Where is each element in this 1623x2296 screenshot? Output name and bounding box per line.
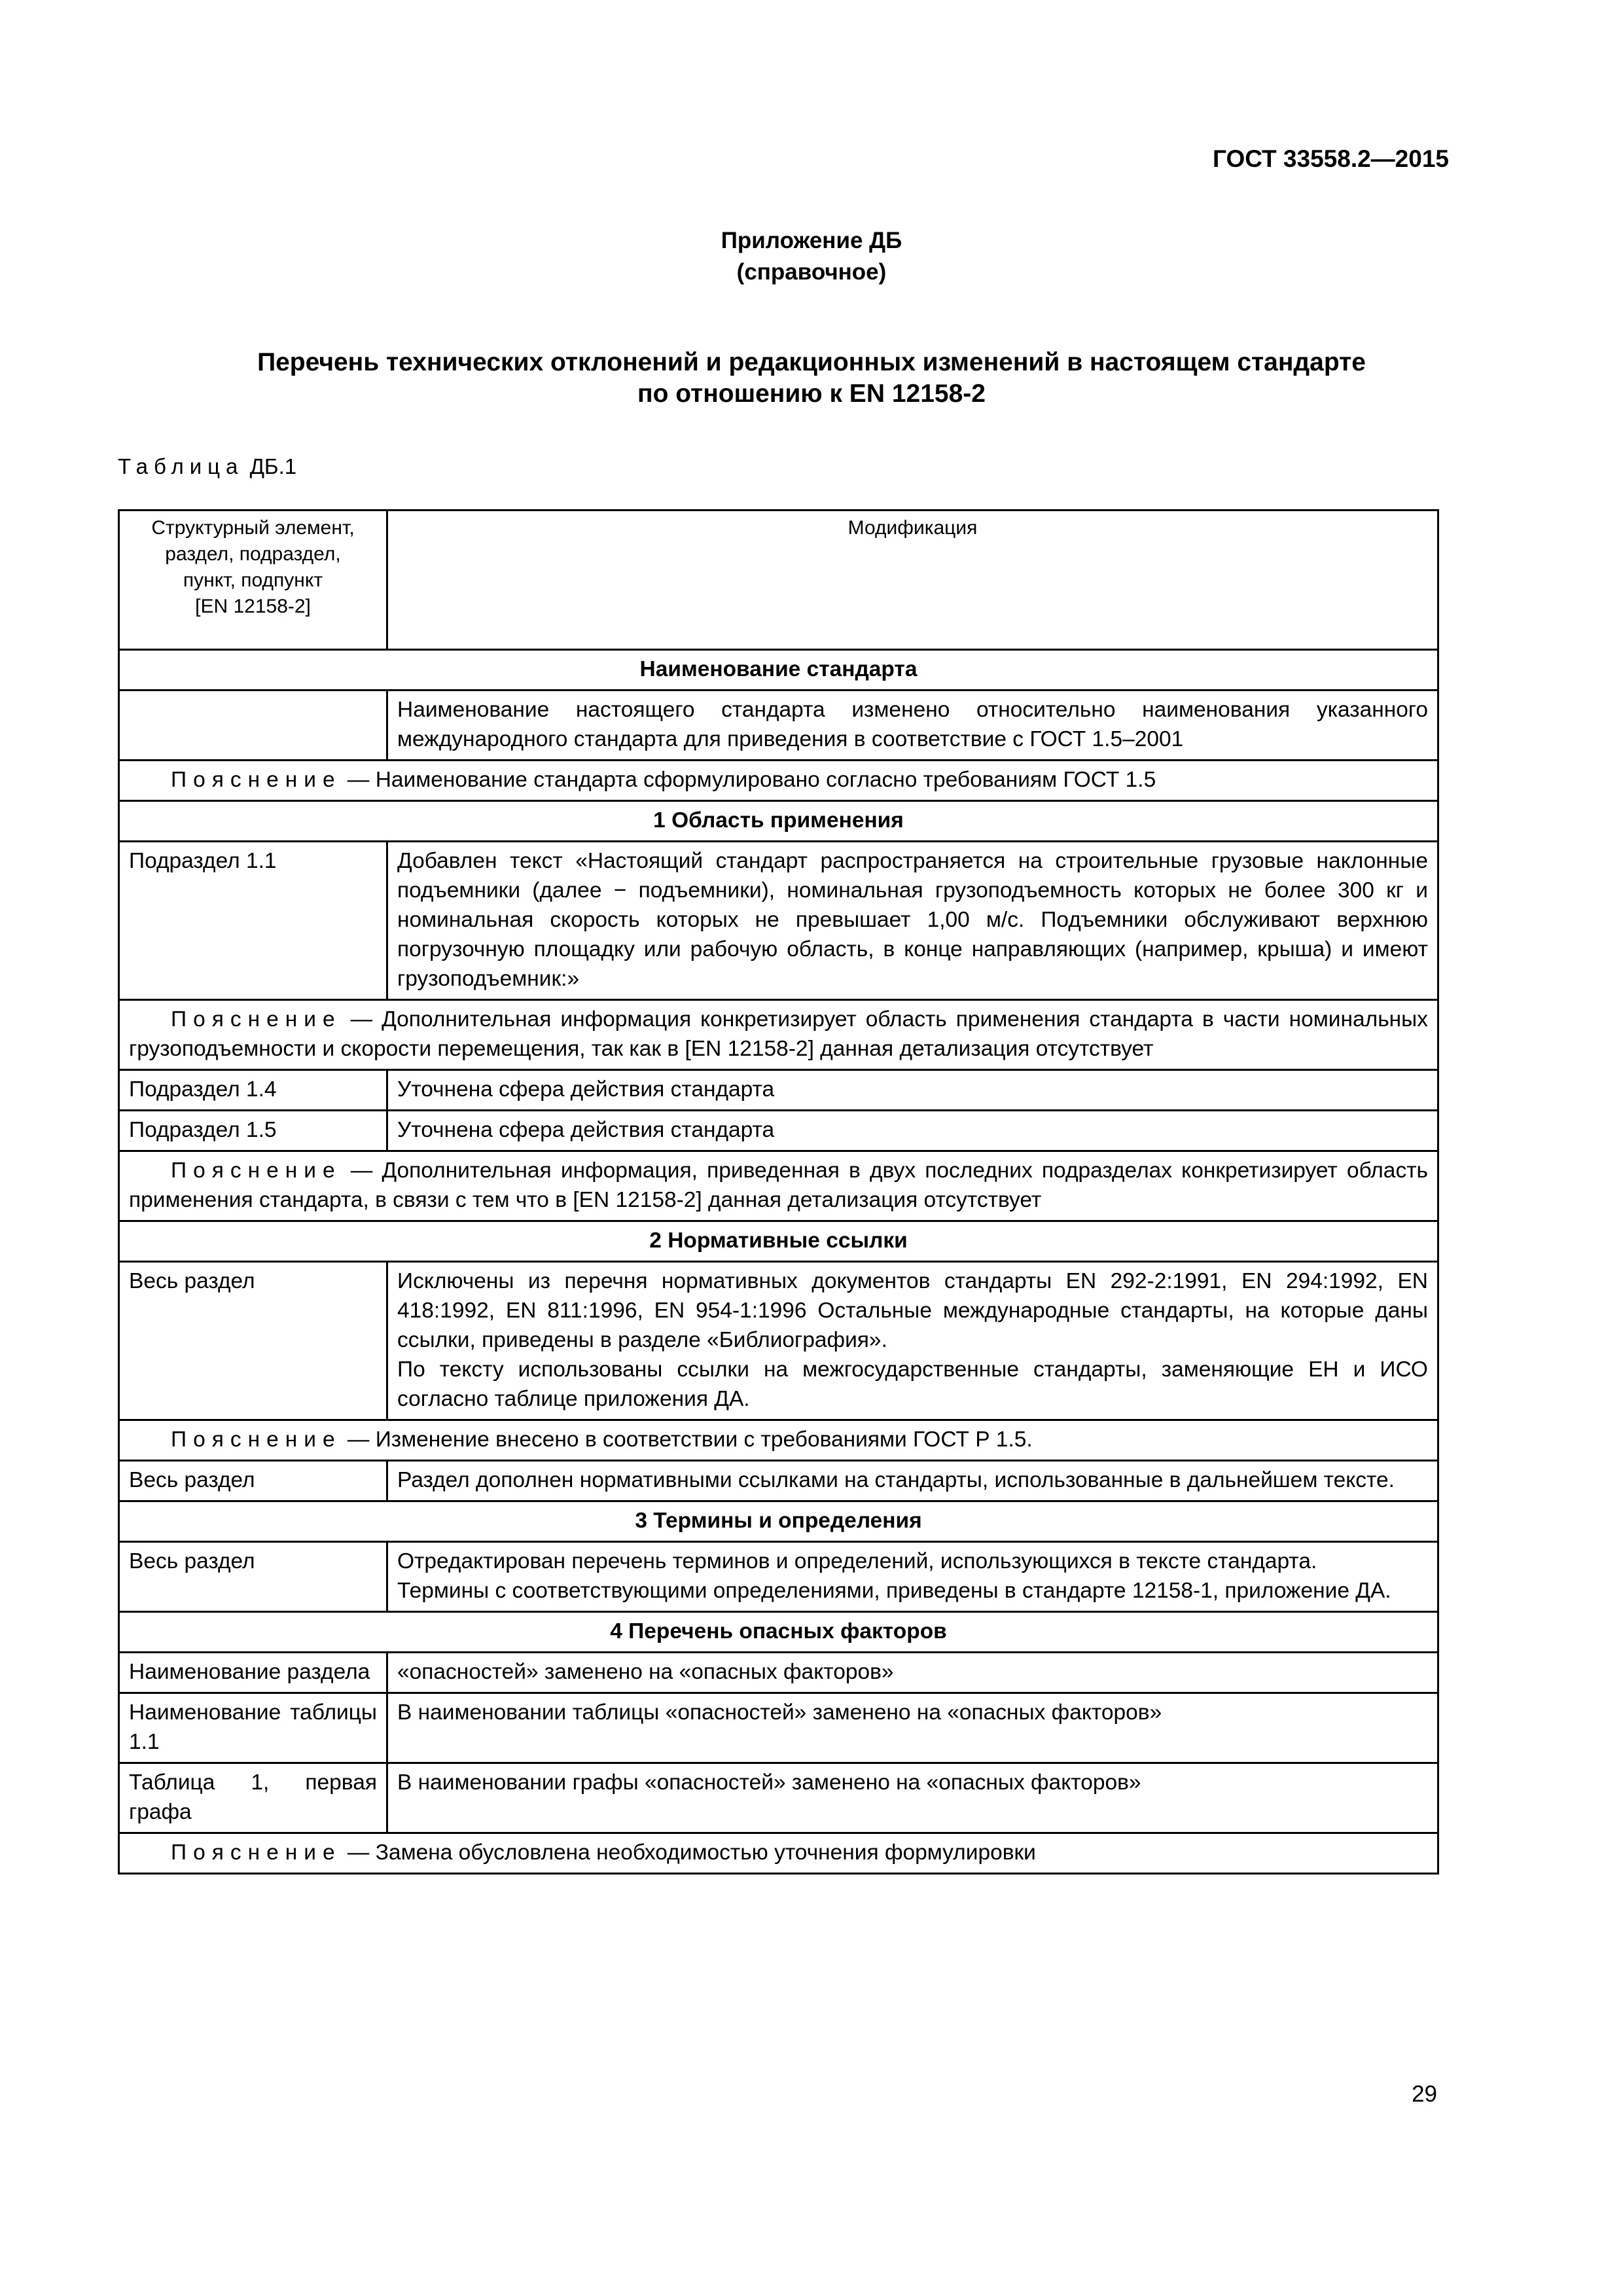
row-element: Таблица 1, первая графа bbox=[119, 1763, 387, 1833]
note-row bbox=[119, 1000, 1438, 1070]
table-row bbox=[119, 1653, 1438, 1693]
table-row bbox=[119, 1693, 1438, 1763]
section-title: 2 Нормативные ссылки bbox=[119, 1221, 1438, 1262]
note-cell: Пояснение — Замена обусловлена необходимостью уточнения формулировки bbox=[119, 1833, 1438, 1874]
note-cell: Пояснение — Дополнительная информация конкретизирует область применения стандарта в части номинальных грузоподъемности и скорости перемещения, так как в [EN 12158-2] данная детализация отсутствует bbox=[119, 1000, 1438, 1070]
note-row bbox=[119, 1420, 1438, 1461]
note-row bbox=[119, 761, 1438, 801]
row-element: Весь раздел bbox=[119, 1461, 387, 1501]
table-row bbox=[119, 1461, 1438, 1501]
section-row bbox=[119, 1612, 1438, 1653]
note-text: Изменение внесено в соответствии с требованиями ГОСТ Р 1.5. bbox=[375, 1427, 1033, 1452]
table-row bbox=[119, 1262, 1438, 1420]
section-title: 4 Перечень опасных факторов bbox=[119, 1612, 1438, 1653]
table-row bbox=[119, 1111, 1438, 1151]
annex-title: Приложение ДБ bbox=[721, 228, 902, 253]
row-element: Весь раздел bbox=[119, 1262, 387, 1420]
annex-heading-line-2: по отношению к EN 12158-2 bbox=[637, 380, 986, 408]
table-row bbox=[119, 1070, 1438, 1111]
row-modification: «опасностей» заменено на «опасных факторов» bbox=[387, 1653, 1438, 1693]
row-element: Подраздел 1.1 bbox=[119, 842, 387, 1000]
table-label-id: ДБ.1 bbox=[249, 454, 297, 478]
row-modification: Уточнена сфера действия стандарта bbox=[387, 1111, 1438, 1151]
header-structural-element: Структурный элемент, раздел, подраздел, пункт, подпункт [EN 12158-2] bbox=[119, 511, 387, 650]
note-cell: Пояснение — Наименование стандарта сформулировано согласно требованиям ГОСТ 1.5 bbox=[119, 761, 1438, 801]
table-row bbox=[119, 691, 1438, 761]
note-label: Пояснение bbox=[171, 1007, 342, 1031]
note-row bbox=[119, 1833, 1438, 1874]
modifications-table bbox=[118, 509, 1439, 1874]
row-element bbox=[119, 691, 387, 761]
note-row bbox=[119, 1151, 1438, 1221]
note-label: Пояснение bbox=[171, 768, 342, 792]
row-modification: Уточнена сфера действия стандарта bbox=[387, 1070, 1438, 1111]
row-element: Подраздел 1.5 bbox=[119, 1111, 387, 1151]
row-modification: Раздел дополнен нормативными ссылками на стандарты, использованные в дальнейшем тексте. bbox=[387, 1461, 1438, 1501]
table-label bbox=[118, 454, 296, 479]
row-modification: Исключены из перечня нормативных документов стандарты EN 292-2:1991, EN 294:1992, EN 418:1992, EN 811:1996, EN 954-1:1996 Остальные международные стандарты, на которые даны ссылки, приведены в разделе «Библиография». По тексту использованы ссылки на межгосударственные стандарты, заменяющие ЕН и ИСО согласно таблице приложения ДА. bbox=[387, 1262, 1438, 1420]
row-element: Весь раздел bbox=[119, 1542, 387, 1612]
table-row bbox=[119, 842, 1438, 1000]
row-modification: Добавлен текст «Настоящий стандарт распространяется на строительные грузовые наклонные подъемники (далее − подъемники), номинальная грузоподъемность которых не более 300 кг и номинальная скорость которых не превышает 1,00 м/с. Подъемники обслуживают верхнюю погрузочную площадку или рабочую область, в конце направляющих (например, крыша) и имеют грузоподъемник:» bbox=[387, 842, 1438, 1000]
row-modification: В наименовании таблицы «опасностей» заменено на «опасных факторов» bbox=[387, 1693, 1438, 1763]
row-modification: В наименовании графы «опасностей» заменено на «опасных факторов» bbox=[387, 1763, 1438, 1833]
note-label: Пояснение bbox=[171, 1158, 342, 1183]
document-code: ГОСТ 33558.2—2015 bbox=[1212, 145, 1449, 172]
annex-type: (справочное) bbox=[736, 259, 887, 285]
table-row bbox=[119, 1763, 1438, 1833]
note-cell: Пояснение — Дополнительная информация, приведенная в двух последних подразделах конкретизирует область применения стандарта, в связи с тем что в [EN 12158-2] данная детализация отсутствует bbox=[119, 1151, 1438, 1221]
section-row bbox=[119, 1501, 1438, 1542]
row-element: Наименование раздела bbox=[119, 1653, 387, 1693]
note-text: Дополнительная информация, приведенная в двух последних подразделах конкретизирует область применения стандарта, в связи с тем что в [EN 12158-2] данная детализация отсутствует bbox=[129, 1158, 1428, 1212]
table-header-row bbox=[119, 511, 1438, 650]
section-title: 1 Область применения bbox=[119, 801, 1438, 842]
row-element: Наименование таблицы 1.1 bbox=[119, 1693, 387, 1763]
section-title: Наименование стандарта bbox=[119, 650, 1438, 691]
note-cell: Пояснение — Изменение внесено в соответствии с требованиями ГОСТ Р 1.5. bbox=[119, 1420, 1438, 1461]
note-text: Дополнительная информация конкретизирует область применения стандарта в части номинальных грузоподъемности и скорости перемещения, так как в [EN 12158-2] данная детализация отсутствует bbox=[129, 1007, 1428, 1061]
note-label: Пояснение bbox=[171, 1840, 342, 1865]
section-title: 3 Термины и определения bbox=[119, 1501, 1438, 1542]
note-text: Замена обусловлена необходимостью уточнения формулировки bbox=[375, 1840, 1036, 1865]
annex-heading-line-1: Перечень технических отклонений и редакционных изменений в настоящем стандарте bbox=[257, 348, 1366, 376]
row-modification: Отредактирован перечень терминов и определений, использующихся в тексте стандарта. Термины с соответствующими определениями, приведены в стандарте 12158-1, приложение ДА. bbox=[387, 1542, 1438, 1612]
page-number: 29 bbox=[1412, 2081, 1437, 2107]
row-modification: Наименование настоящего стандарта изменено относительно наименования указанного международного стандарта для приведения в соответствие с ГОСТ 1.5–2001 bbox=[387, 691, 1438, 761]
annex-heading bbox=[0, 347, 1623, 410]
note-label: Пояснение bbox=[171, 1427, 342, 1452]
note-text: Наименование стандарта сформулировано согласно требованиям ГОСТ 1.5 bbox=[375, 768, 1156, 792]
table-label-word: Таблица bbox=[118, 454, 244, 478]
section-row bbox=[119, 650, 1438, 691]
section-row bbox=[119, 1221, 1438, 1262]
table-row bbox=[119, 1542, 1438, 1612]
section-row bbox=[119, 801, 1438, 842]
row-element: Подраздел 1.4 bbox=[119, 1070, 387, 1111]
header-modification: Модификация bbox=[387, 511, 1438, 650]
